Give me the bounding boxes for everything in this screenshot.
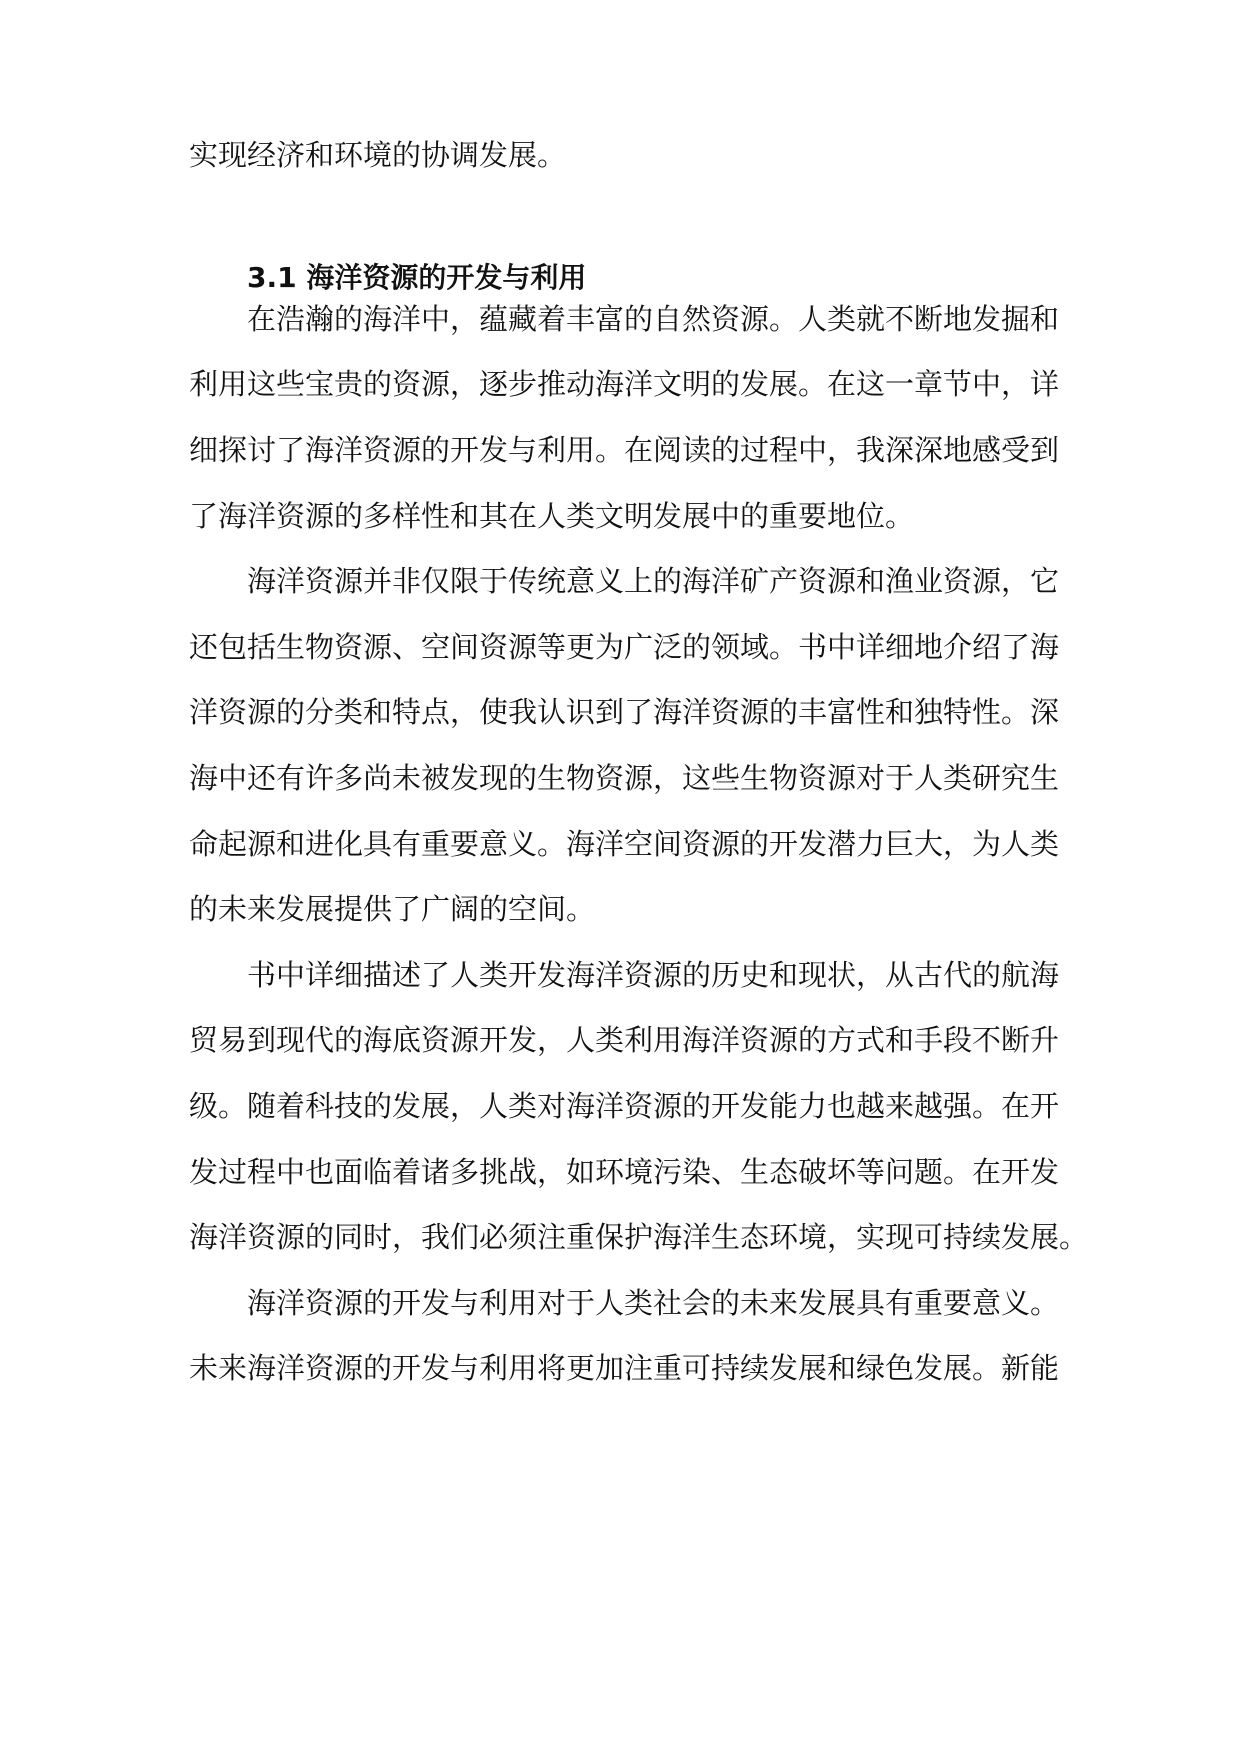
text-line: 海洋资源并非仅限于传统意义上的海洋矿产资源和渔业资源，它 — [247, 564, 1060, 598]
text-line: 还包括生物资源、空间资源等更为广泛的领域。书中详细地介绍了海 — [189, 630, 1060, 664]
text-line: 未来海洋资源的开发与利用将更加注重可持续发展和绿色发展。新能 — [189, 1351, 1060, 1385]
text-line: 贸易到现代的海底资源开发，人类利用海洋资源的方式和手段不断升 — [189, 1023, 1060, 1057]
text-line: 海洋资源的开发与利用对于人类社会的未来发展具有重要意义。 — [247, 1286, 1060, 1320]
text-line: 命起源和进化具有重要意义。海洋空间资源的开发潜力巨大，为人类 — [189, 827, 1060, 861]
text-line: 细探讨了海洋资源的开发与利用。在阅读的过程中，我深深地感受到 — [189, 433, 1060, 467]
section-heading: 3.1 海洋资源的开发与利用 — [247, 261, 587, 294]
text-line: 洋资源的分类和特点，使我认识到了海洋资源的丰富性和独特性。深 — [189, 695, 1060, 729]
text-line: 书中详细描述了人类开发海洋资源的历史和现状，从古代的航海 — [247, 958, 1060, 992]
text-line: 利用这些宝贵的资源，逐步推动海洋文明的发展。在这一章节中，详 — [189, 367, 1060, 401]
text-line: 在浩瀚的海洋中，蕴藏着丰富的自然资源。人类就不断地发掘和 — [247, 302, 1060, 336]
text-line: 的未来发展提供了广阔的空间。 — [189, 892, 596, 926]
text-line: 海洋资源的同时，我们必须注重保护海洋生态环境，实现可持续发展。 — [189, 1220, 1089, 1254]
text-line: 级。随着科技的发展，人类对海洋资源的开发能力也越来越强。在开 — [189, 1089, 1060, 1123]
text-line: 海中还有许多尚未被发现的生物资源，这些生物资源对于人类研究生 — [189, 761, 1060, 795]
text-line: 实现经济和环境的协调发展。 — [189, 138, 567, 172]
text-line: 了海洋资源的多样性和其在人类文明发展中的重要地位。 — [189, 499, 915, 533]
text-line: 发过程中也面临着诸多挑战，如环境污染、生态破坏等问题。在开发 — [189, 1155, 1060, 1189]
